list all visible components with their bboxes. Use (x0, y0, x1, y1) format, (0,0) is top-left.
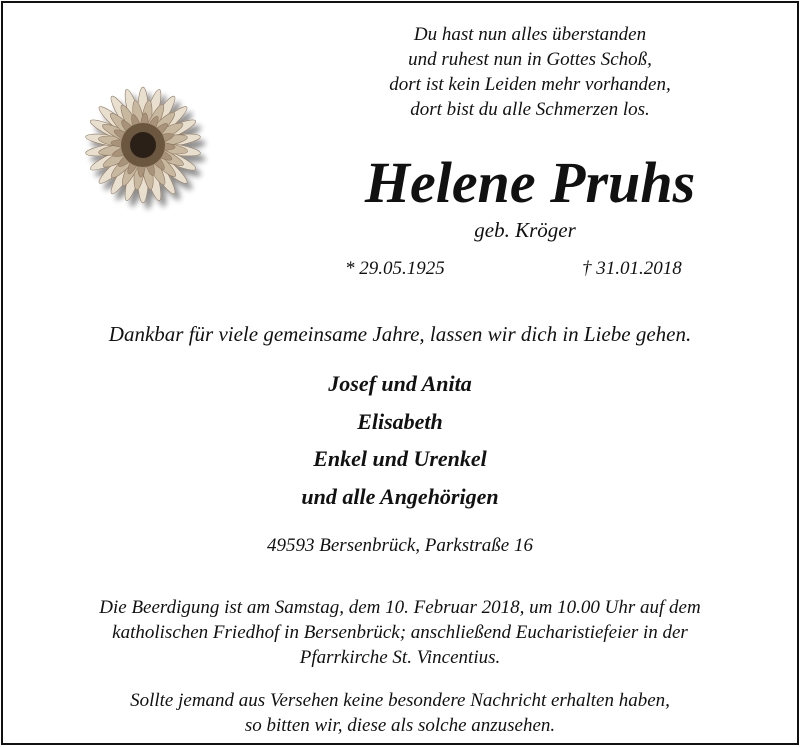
mourner: Elisabeth (357, 408, 443, 434)
mourners-list (100, 365, 700, 515)
poem-line: und ruhest nun in Gottes Schoß, (408, 49, 652, 70)
funeral-info (20, 595, 780, 670)
mourner: und alle Angehörigen (301, 483, 499, 509)
funeral-line: Die Beerdigung ist am Samstag, dem 10. Februar 2018, um 10.00 Uhr auf dem (99, 597, 701, 618)
poem (340, 22, 720, 122)
mourner: Enkel und Urenkel (313, 446, 487, 471)
mourner: Josef und Anita (328, 371, 472, 396)
poem-line: dort ist kein Leiden mehr vorhanden, (389, 74, 671, 95)
notice (20, 688, 780, 738)
birth-date: * 29.05.1925 (345, 258, 445, 279)
maiden-name: geb. Kröger (474, 218, 576, 242)
address: 49593 Bersenbrück, Parkstraße 16 (267, 535, 533, 556)
gerbera-flower-icon (55, 65, 235, 225)
death-date: † 31.01.2018 (582, 258, 682, 279)
flower-center (130, 132, 156, 158)
gratitude-line: Dankbar für viele gemeinsame Jahre, lassen wir dich in Liebe gehen. (108, 322, 692, 346)
funeral-line: Pfarrkirche St. Vincentius. (299, 647, 501, 668)
funeral-line: katholischen Friedhof in Bersenbrück; anschließend Eucharistiefeier in der (112, 622, 688, 643)
poem-line: Du hast nun alles überstanden (413, 24, 647, 45)
poem-line: dort bist du alle Schmerzen los. (410, 99, 650, 120)
deceased-name: Helene Pruhs (364, 150, 696, 215)
notice-line: Sollte jemand aus Versehen keine besondere Nachricht erhalten haben, (130, 690, 670, 711)
notice-line: so bitten wir, diese als solche anzusehen. (244, 715, 556, 736)
